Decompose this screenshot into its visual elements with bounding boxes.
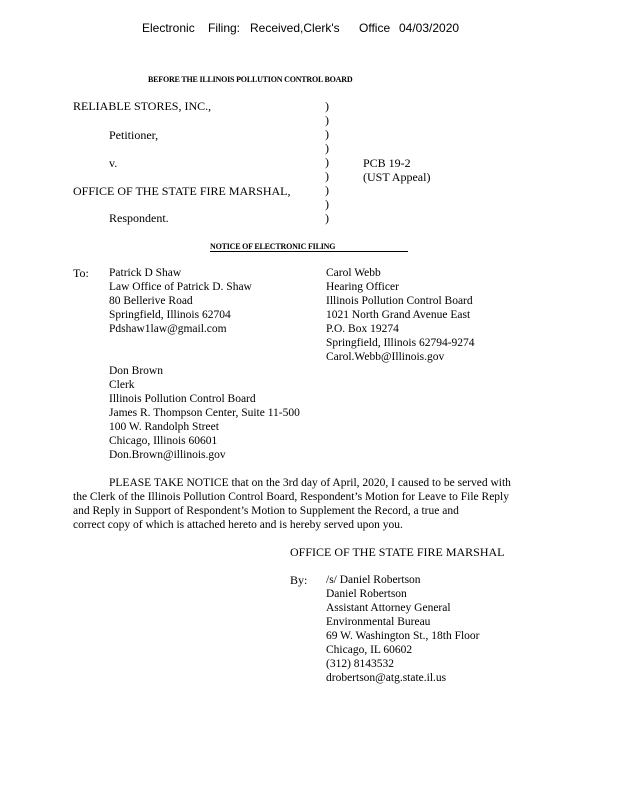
signature-org: OFFICE OF THE STATE FIRE MARSHAL <box>290 545 505 559</box>
paren: ) <box>325 197 329 211</box>
respondent-role: Respondent. <box>109 211 169 225</box>
petitioner-role: Petitioner, <box>109 128 159 142</box>
header-filing: Filing: <box>208 21 241 35</box>
recipient-shaw <box>109 266 252 336</box>
paren: ) <box>325 127 329 141</box>
petitioner-name: RELIABLE STORES, INC., <box>73 99 212 113</box>
board-title: BEFORE THE ILLINOIS POLLUTION CONTROL BOARD <box>148 75 353 84</box>
header-date: 04/03/2020 <box>399 21 460 35</box>
paren: ) <box>325 211 329 225</box>
email-link[interactable]: Don.Brown@illinois.gov <box>109 449 226 461</box>
address-line: Illinois Pollution Control Board <box>326 295 473 307</box>
signature-line: Environmental Bureau <box>326 616 431 628</box>
address-line: 80 Bellerive Road <box>109 295 193 307</box>
address-line: Clerk <box>109 379 135 391</box>
signature-line: /s/ Daniel Robertson <box>326 574 421 586</box>
address-line: Chicago, Illinois 60601 <box>109 435 218 447</box>
versus-label: v. <box>109 156 118 170</box>
notice-title: NOTICE OF ELECTRONIC FILING <box>210 242 408 252</box>
paren: ) <box>325 183 329 197</box>
paren: ) <box>325 141 329 155</box>
address-line: Law Office of Patrick D. Shaw <box>109 281 252 293</box>
address-line: 1021 North Grand Avenue East <box>326 309 471 321</box>
body-line-1: PLEASE TAKE NOTICE that on the 3rd day of April, 2020, I caused to be served with <box>109 477 511 489</box>
signature-line: Daniel Robertson <box>326 588 407 600</box>
body-line-4: correct copy of which is attached hereto and is hereby served upon you. <box>73 519 403 531</box>
case-type: (UST Appeal) <box>363 170 431 184</box>
caption-parens <box>325 99 329 225</box>
signature-line: Chicago, IL 60602 <box>326 644 413 656</box>
header-electronic: Electronic <box>142 21 195 35</box>
address-line: Illinois Pollution Control Board <box>109 393 256 405</box>
signature-line: (312) 8143532 <box>326 658 395 670</box>
respondent-name: OFFICE OF THE STATE FIRE MARSHAL, <box>73 184 291 198</box>
recipient-brown <box>109 364 300 462</box>
address-line: Patrick D Shaw <box>109 267 182 279</box>
body-line-3: and Reply in Support of Respondent’s Motion to Supplement the Record, a true and <box>73 505 459 517</box>
to-label: To: <box>73 266 89 280</box>
case-number: PCB 19-2 <box>363 156 411 170</box>
paren: ) <box>325 113 329 127</box>
paren: ) <box>325 169 329 183</box>
signature-line: Assistant Attorney General <box>326 602 451 614</box>
by-label: By: <box>290 573 308 587</box>
address-line: James R. Thompson Center, Suite 11-500 <box>109 407 300 419</box>
address-line: Springfield, Illinois 62704 <box>109 309 231 321</box>
address-line: Don Brown <box>109 365 163 377</box>
address-line: P.O. Box 19274 <box>326 323 399 335</box>
email-link[interactable]: Carol.Webb@Illinois.gov <box>326 351 445 363</box>
header-office: Office <box>359 21 391 35</box>
recipient-webb <box>326 266 475 364</box>
body-line-2: the Clerk of the Illinois Pollution Control Board, Respondent’s Motion for Leave to File Reply <box>73 491 509 503</box>
email-link[interactable]: Pdshaw1law@gmail.com <box>109 323 227 335</box>
address-line: Hearing Officer <box>326 281 399 293</box>
address-line: Springfield, Illinois 62794-9274 <box>326 337 475 349</box>
header-received: Received,Clerk's <box>250 21 340 35</box>
address-line: 100 W. Randolph Street <box>109 421 219 433</box>
paren: ) <box>325 99 329 113</box>
signature-line: 69 W. Washington St., 18th Floor <box>326 630 480 642</box>
signature-block <box>326 573 480 685</box>
paren: ) <box>325 155 329 169</box>
email-link[interactable]: drobertson@atg.state.il.us <box>326 672 447 684</box>
address-line: Carol Webb <box>326 267 381 279</box>
